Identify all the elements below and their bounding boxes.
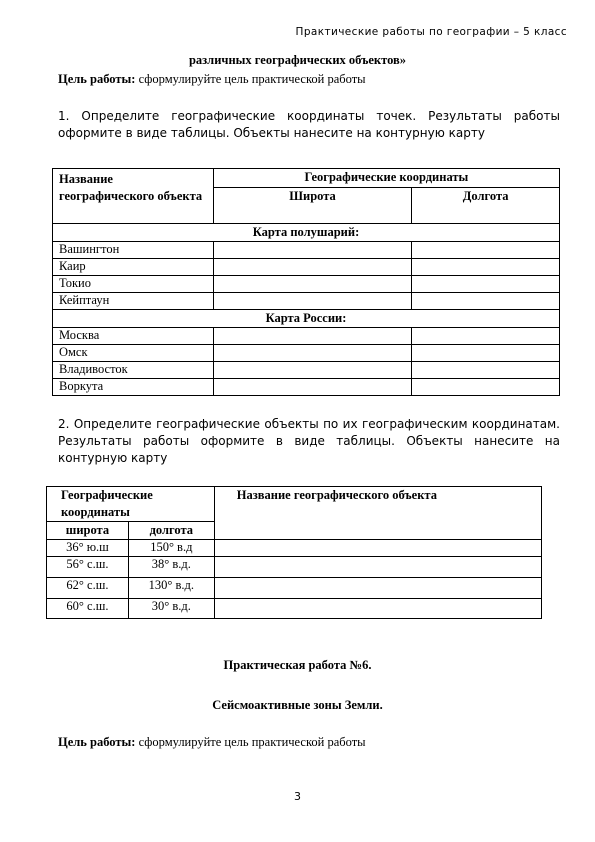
lon-cell[interactable] [412,242,560,259]
lat-value: 62° с.ш. [47,578,129,599]
section-hemispheres: Карта полушарий: [53,224,560,242]
lat-value: 56° с.ш. [47,557,129,578]
lat-cell[interactable] [213,345,412,362]
lon-value: 150° в.д [128,540,214,557]
table-row: Вашингтон [53,242,214,259]
goal-text: сформулируйте цель практической работы [135,735,366,749]
table-row: Воркута [53,379,214,396]
lat-cell[interactable] [213,242,412,259]
lat-value: 60° с.ш. [47,599,129,619]
goal-line-1 [58,72,366,87]
goal-label: Цель работы: [58,72,136,86]
task-1-text: 1. Определите географические координаты точек. Результаты работы оформите в виде таблицы. Объекты нанесите на контурную карту [58,109,560,140]
lon-value: 30° в.д. [128,599,214,619]
lat-cell[interactable] [213,276,412,293]
table-row: Москва [53,328,214,345]
lon-cell[interactable] [412,259,560,276]
col-header-lon: Долгота [412,188,560,224]
task-2-text: 2. Определите географические объекты по их географическим координатам. Результаты работы оформите в виде таблицы. Объекты нанесите на контурную карту [58,417,560,465]
page-number: 3 [294,790,301,803]
col-header-object-name: Название географического объекта [214,487,541,540]
col-header-lat: Широта [213,188,412,224]
lon-cell[interactable] [412,293,560,310]
section-russia: Карта России: [53,310,560,328]
table-row: Токио [53,276,214,293]
objects-table [46,486,542,619]
practical-title: Практическая работа №6. [223,658,372,672]
lat-cell[interactable] [213,328,412,345]
table-row: Каир [53,259,214,276]
table-row: Омск [53,345,214,362]
col-header-coords: Географические координаты [213,169,559,188]
col-header-lat: широта [47,522,129,540]
goal-line-2 [58,735,366,750]
goal-label: Цель работы: [58,735,136,749]
col-header-coords: Географические координаты [47,487,215,522]
lon-cell[interactable] [412,379,560,396]
goal-text: сформулируйте цель практической работы [135,72,366,86]
object-name-cell[interactable] [214,578,541,599]
lat-cell[interactable] [213,259,412,276]
lat-cell[interactable] [213,379,412,396]
col-header-name: Название географического объекта [53,169,214,224]
lat-value: 36° ю.ш [47,540,129,557]
top-title: различных географических объектов» [188,53,407,67]
object-name-cell[interactable] [214,540,541,557]
lon-value: 38° в.д. [128,557,214,578]
object-name-cell[interactable] [214,599,541,619]
col-header-lon: долгота [128,522,214,540]
lon-cell[interactable] [412,362,560,379]
lon-cell[interactable] [412,276,560,293]
object-name-cell[interactable] [214,557,541,578]
page-header: Практические работы по географии – 5 класс [295,26,567,38]
table-row: Владивосток [53,362,214,379]
lon-value: 130° в.д. [128,578,214,599]
lat-cell[interactable] [213,293,412,310]
practical-subtitle: Сейсмоактивные зоны Земли. [212,698,383,712]
lon-cell[interactable] [412,328,560,345]
lon-cell[interactable] [412,345,560,362]
lat-cell[interactable] [213,362,412,379]
coordinates-table [52,168,560,396]
table-row: Кейптаун [53,293,214,310]
